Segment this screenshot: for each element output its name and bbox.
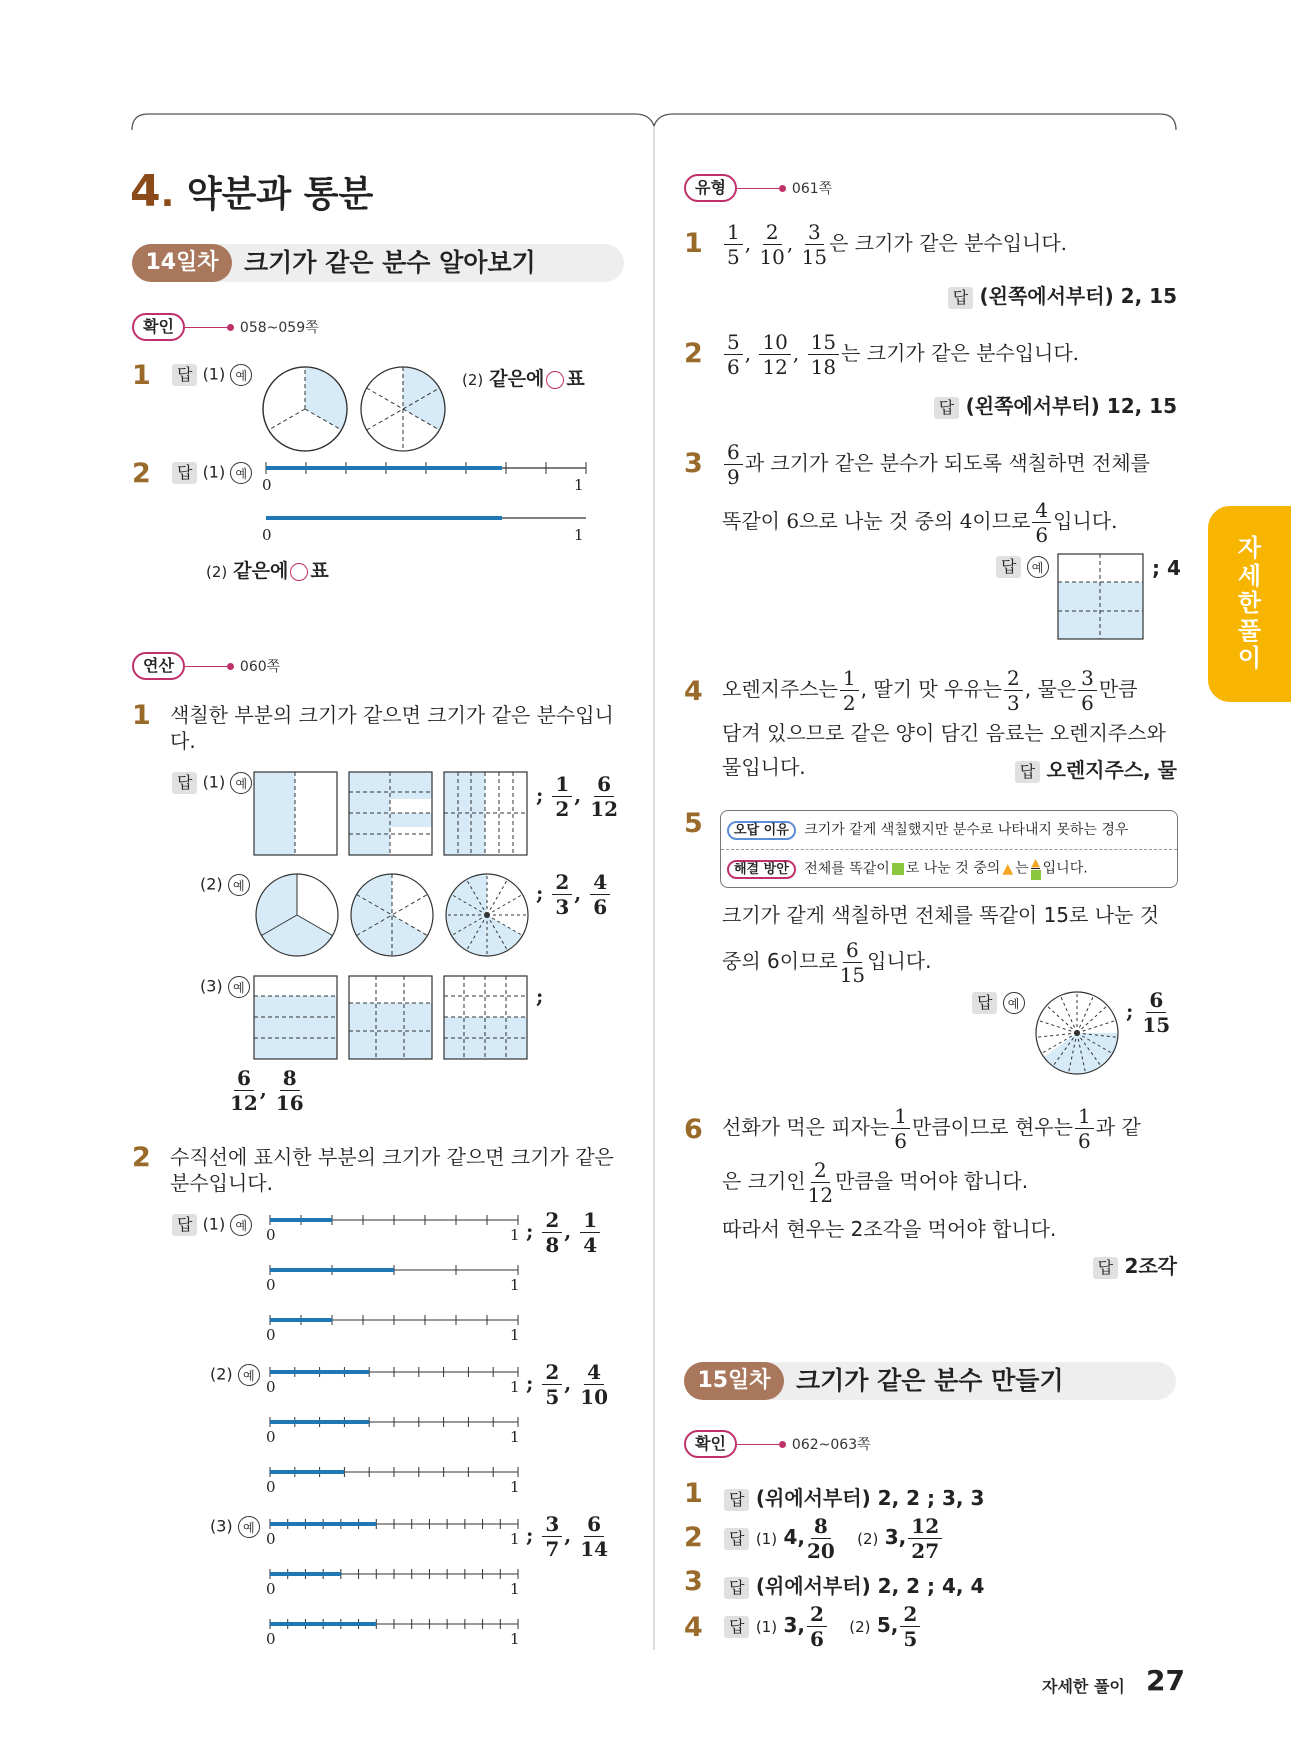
q1-answer-label: 답 (1) 예	[172, 364, 252, 386]
c2-one-label: 1	[510, 1378, 520, 1396]
k2-number: 2	[684, 1522, 703, 1553]
q2-one-2: 1	[574, 526, 584, 544]
c2-one-label: 1	[510, 1580, 520, 1598]
c1-p2-pie-many	[444, 872, 530, 958]
t5-tip2: 해결 방안 전체를 똑같이 로 나눈 것 중의 ▲ 는 ▲ 입니다.	[727, 857, 1088, 880]
c2-one-label: 1	[510, 1530, 520, 1548]
c2-number-line	[266, 1616, 526, 1640]
t3-answer-square	[1058, 554, 1144, 640]
c1-p3-rect-c	[444, 976, 528, 1060]
c2-p1-answer: ; $\frac{2}{8}$ , $\frac{1}{4}$	[526, 1210, 602, 1255]
c2-number-line	[266, 1364, 526, 1388]
tag-calc: 연산 060쪽	[132, 652, 280, 680]
c1-p2-pie-thirds	[254, 872, 340, 958]
c2-zero-label: 0	[266, 1326, 276, 1344]
c2-zero-label: 0	[266, 1276, 276, 1294]
t6-line2: 은 크기인 $\frac{2}{12}$ 만큼을 먹어야 합니다.	[722, 1158, 1029, 1207]
c2-number: 2	[132, 1142, 151, 1173]
q2-zero-1: 0	[262, 476, 272, 494]
t1-line: $\frac{1}{5}$ , $\frac{2}{10}$ , $\frac{3}{15}$ 은 크기가 같은 분수입니다.	[722, 222, 1067, 267]
t6-number: 6	[684, 1114, 703, 1145]
t5-line1: 크기가 같게 색칠하면 전체를 똑같이 15로 나눈 것	[722, 903, 1160, 927]
c2-zero-label: 0	[266, 1378, 276, 1396]
c2-zero-label: 0	[266, 1630, 276, 1648]
t3-line1: $\frac{6}{9}$ 과 크기가 같은 분수가 되도록 색칠하면 전체를	[722, 442, 1150, 487]
q1-number: 1	[132, 360, 151, 391]
t6-answer: 답 2조각	[1093, 1250, 1177, 1279]
c1-p1-rect-halves	[254, 772, 338, 856]
triangle-icon: ▲	[1002, 860, 1014, 877]
k1-answer: 답 (위에서부터) 2, 2 ; 3, 3	[724, 1482, 984, 1511]
k3-answer: 답 (위에서부터) 2, 2 ; 4, 4	[724, 1570, 984, 1599]
c1-p3-rect-b	[349, 976, 433, 1060]
t3-line2: 똑같이 6으로 나눈 것 중의 4이므로 $\frac{4}{6}$ 입니다.	[722, 498, 1118, 547]
side-tab: 자 세 한 풀 이	[1208, 506, 1291, 702]
c1-text: 색칠한 부분의 크기가 같으면 크기가 같은 분수입니다.	[170, 703, 614, 753]
c2-zero-label: 0	[266, 1478, 276, 1496]
t3-answer: ; 4	[1152, 556, 1181, 580]
day15-title: 크기가 같은 분수 만들기	[796, 1366, 1064, 1395]
c2-one-label: 1	[510, 1478, 520, 1496]
k1-number: 1	[684, 1478, 703, 1509]
t2-answer: 답 (왼쪽에서부터) 12, 15	[934, 390, 1177, 419]
q2-part2: (2) 같은에 표	[206, 560, 329, 582]
t2-line: $\frac{5}{6}$ , $\frac{10}{12}$ , $\frac{15}{18}$ 는 크기가 같은 분수입니다.	[722, 332, 1079, 377]
c1-p1-answer: ; $\frac{1}{2}$ , $\frac{6}{12}$	[536, 772, 619, 821]
chapter-title: 4. 약분과 통분	[130, 166, 374, 217]
t4-line1: 오렌지주스는 $\frac{1}{2}$ , 딸기 맛 우유는 $\frac{2}{3}$ , 물은 $\frac{3}{6}$ 만큼	[722, 666, 1138, 715]
c1-p3-semicolon: ;	[536, 984, 544, 1008]
k4-number: 4	[684, 1612, 703, 1643]
c2-p1-label: 답 (1) 예	[172, 1214, 252, 1236]
day15-pill: 15일차	[684, 1362, 784, 1400]
q1-pie-sixths	[358, 364, 448, 454]
q1-part2: (2) 같은에 표	[462, 368, 585, 390]
t1-number: 1	[684, 228, 703, 259]
tag-check-right: 확인 062~063쪽	[684, 1430, 871, 1458]
c2-p3-label: (3) 예	[210, 1516, 260, 1538]
c2-number-line	[266, 1312, 526, 1336]
c1-p2-answer: ; $\frac{2}{3}$ , $\frac{4}{6}$	[536, 872, 612, 917]
c2-zero-label: 0	[266, 1226, 276, 1244]
c2-one-label: 1	[510, 1276, 520, 1294]
k2-answer: 답 (1) 4, $\frac{8}{20}$ (2) 3, $\frac{12}{27}$	[724, 1516, 944, 1561]
q2-number: 2	[132, 458, 151, 489]
c1-number: 1	[132, 700, 151, 731]
c2-number-line	[266, 1464, 526, 1488]
c2-text: 수직선에 표시한 부분의 크기가 같으면 크기가 같은 분수입니다.	[170, 1145, 614, 1195]
t5-tip1: 오답 이유 크기가 같게 색칠했지만 분수로 나타내지 못하는 경우	[727, 819, 1128, 839]
c2-zero-label: 0	[266, 1530, 276, 1548]
page-number: 27	[1146, 1664, 1185, 1697]
q2-number-line-2	[262, 508, 592, 538]
q2-answer-label: 답 (1) 예	[172, 462, 252, 484]
t3-answer-label: 답 예	[996, 556, 1049, 578]
c2-one-label: 1	[510, 1326, 520, 1344]
c2-zero-label: 0	[266, 1580, 276, 1598]
q2-one-1: 1	[574, 476, 584, 494]
k4-answer: 답 (1) 3, $\frac{2}{6}$ (2) 5, $\frac{2}{5}$	[724, 1604, 922, 1649]
c2-one-label: 1	[510, 1226, 520, 1244]
q1-pie-thirds	[260, 364, 350, 454]
t1-answer: 답 (왼쪽에서부터) 2, 15	[948, 280, 1177, 309]
green-square-icon	[892, 863, 904, 875]
t3-number: 3	[684, 448, 703, 479]
t6-line3: 따라서 현우는 2조각을 먹어야 합니다.	[722, 1217, 1057, 1241]
c1-p2-label: (2) 예	[200, 874, 250, 896]
c1-p1-label: 답 (1) 예	[172, 772, 252, 794]
c1-p2-pie-sixths	[349, 872, 435, 958]
q2-zero-2: 0	[262, 526, 272, 544]
t5-answer: ; $\frac{6}{15}$	[1126, 988, 1171, 1037]
t5-line2: 중의 6이므로 $\frac{6}{15}$ 입니다.	[722, 938, 932, 987]
c1-p3-label: (3) 예	[200, 976, 250, 998]
c1-p3-answer: $\frac{6}{12}$ , $\frac{8}{16}$	[230, 1066, 304, 1115]
c2-p2-answer: ; $\frac{2}{5}$ , $\frac{4}{10}$	[526, 1360, 609, 1409]
c2-number-line	[266, 1262, 526, 1286]
c1-p1-rect-grid	[444, 772, 528, 856]
day14-pill: 14일차	[132, 244, 232, 282]
t4-line3: 물입니다.	[722, 755, 806, 779]
fraction-icon: ▲	[1031, 857, 1041, 880]
k3-number: 3	[684, 1566, 703, 1597]
t6-line1: 선화가 먹은 피자는 $\frac{1}{6}$ 만큼이므로 현우는 $\frac{1}{6}$ 과 같	[722, 1104, 1141, 1153]
tag-check-left: 확인 058~059쪽	[132, 313, 319, 341]
footer-label: 자세한 풀이	[1042, 1677, 1125, 1696]
c2-one-label: 1	[510, 1428, 520, 1446]
c2-number-line	[266, 1212, 526, 1236]
c1-p1-rect-twelfths	[349, 772, 433, 856]
t5-number: 5	[684, 808, 703, 839]
c2-zero-label: 0	[266, 1428, 276, 1446]
c2-number-line	[266, 1516, 526, 1540]
c1-p3-rect-a	[254, 976, 338, 1060]
t5-tip-box	[720, 810, 1178, 888]
t5-answer-pie	[1034, 990, 1120, 1076]
tag-type: 유형 061쪽	[684, 174, 832, 202]
t4-number: 4	[684, 676, 703, 707]
c2-number-line	[266, 1566, 526, 1590]
c2-p3-answer: ; $\frac{3}{7}$ , $\frac{6}{14}$	[526, 1512, 609, 1561]
t4-line2: 담겨 있으므로 같은 양이 담긴 음료는 오렌지주스와	[722, 721, 1166, 745]
t2-number: 2	[684, 338, 703, 369]
q2-number-line-1	[262, 458, 592, 488]
day14-title: 크기가 같은 분수 알아보기	[244, 248, 536, 277]
t4-answer: 답 오렌지주스, 물	[1015, 754, 1177, 783]
t5-answer-label: 답 예	[972, 992, 1025, 1014]
c2-one-label: 1	[510, 1630, 520, 1648]
c2-number-line	[266, 1414, 526, 1438]
c2-p2-label: (2) 예	[210, 1364, 260, 1386]
